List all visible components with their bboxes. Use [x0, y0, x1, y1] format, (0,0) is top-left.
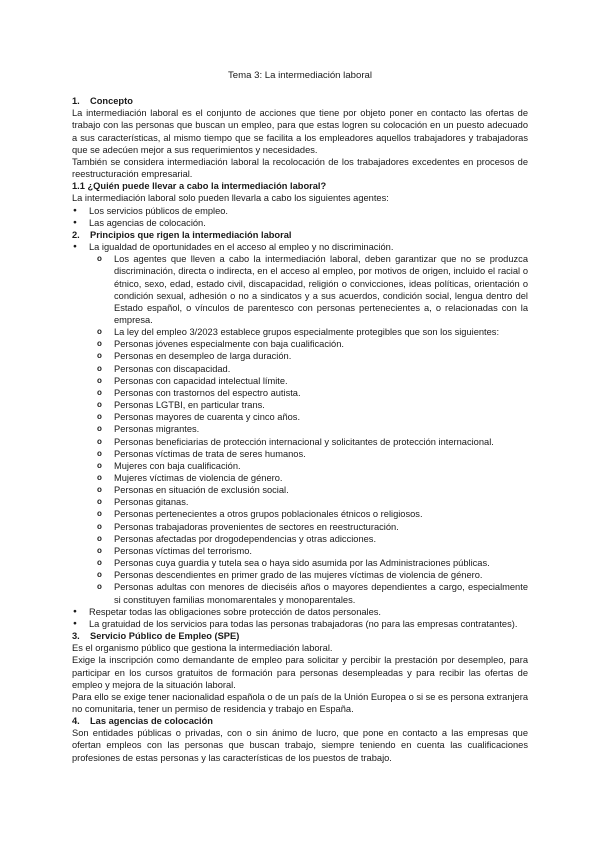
- section-2-heading-text: Principios que rigen la intermediación laboral: [90, 229, 292, 240]
- section-3-paragraph-3: Para ello se exige tener nacionalidad española o de un país de la Unión Europea o si se es persona extranjera no comunitaria, tener un permiso de residencia y trabajo en España.: [72, 691, 528, 714]
- section-3-number: 3.: [72, 631, 80, 642]
- group-item: o Personas pertenecientes a otros grupos poblacionales étnicos o religiosos.: [72, 508, 528, 520]
- section-3-paragraph-1: Es el organismo público que gestiona la intermediación laboral.: [72, 643, 333, 654]
- sub-item-law: o La ley del empleo 3/2023 establece grupos especialmente protegibles que son los siguientes:: [72, 326, 528, 338]
- section-3-heading-text: Servicio Público de Empleo (SPE): [90, 631, 240, 642]
- section-1-number: 1.: [72, 96, 80, 107]
- section-2-heading: [72, 229, 528, 241]
- list-item: ● Los servicios públicos de empleo.: [72, 205, 528, 217]
- group-item: o Personas víctimas del terrorismo.: [72, 545, 528, 557]
- section-1-1-intro: La intermediación laboral solo pueden llevarla a cabo los siguientes agentes:: [72, 193, 389, 204]
- section-3-heading: [72, 630, 528, 642]
- principle-gratuity: ● La gratuidad de los servicios para todas las personas trabajadoras (no para las empresas contratantes).: [72, 618, 528, 630]
- section-1-heading-text: Concepto: [90, 96, 133, 107]
- group-item: o Personas descendientes en primer grado de las mujeres víctimas de violencia de género.: [72, 569, 528, 581]
- group-item: o Personas trabajadoras provenientes de sectores en reestructuración.: [72, 521, 528, 533]
- group-item: o Personas mayores de cuarenta y cinco años.: [72, 411, 528, 423]
- group-item: o Mujeres víctimas de violencia de género.: [72, 472, 528, 484]
- group-item: o Personas adultas con menores de dieciséis años o mayores dependientes a cargo, especialmente si constituyen familias monomarentales y monoparentales.: [72, 581, 528, 605]
- section-2-number: 2.: [72, 229, 80, 240]
- page-title: Tema 3: La intermediación laboral: [228, 70, 372, 81]
- section-1-heading: [72, 95, 528, 107]
- group-item: o Personas con capacidad intelectual límite.: [72, 375, 528, 387]
- sub-item-discrimination: o Los agentes que lleven a cabo la intermediación laboral, deben garantizar que no se produzca discriminación, directa o indirecta, en el acceso al empleo, por motivos de origen, incluido el racial o étnico, sexo, edad, estado civil, discapacidad, religión o convicciones, ideas políticas, orientación o condición sexual, adhesión o no a sindicatos y a sus acuerdos, condición social, lengua dentro del Estado español, o vínculos de parentesco con personas pertenecientes a, o relacionadas con la empresa.: [72, 253, 528, 326]
- section-4-number: 4.: [72, 716, 80, 727]
- section-4-heading: [72, 715, 528, 727]
- group-item: o Personas en situación de exclusión social.: [72, 484, 528, 496]
- group-item: o Personas gitanas.: [72, 496, 528, 508]
- principle-data-protection: ● Respetar todas las obligaciones sobre protección de datos personales.: [72, 606, 528, 618]
- group-item: o Personas cuya guardia y tutela sea o haya sido asumida por las Administraciones públicas.: [72, 557, 528, 569]
- group-item: o Personas en desempleo de larga duración.: [72, 350, 528, 362]
- group-item: o Personas afectadas por drogodependencias y otras adicciones.: [72, 533, 528, 545]
- group-item: o Personas migrantes.: [72, 423, 528, 435]
- section-4-paragraph-1: Son entidades públicas o privadas, con o sin ánimo de lucro, que pone en contacto a las empresas que ofertan empleos con las personas que buscan trabajo, siempre teniendo en cuenta las cualificaciones profesiones de estas personas y las características de los puestos de trabajo.: [72, 728, 528, 763]
- section-4-heading-text: Las agencias de colocación: [90, 716, 213, 727]
- principle-equality-text: La igualdad de oportunidades en el acceso al empleo y no discriminación.: [89, 242, 394, 253]
- group-item: o Personas jóvenes especialmente con baja cualificación.: [72, 338, 528, 350]
- group-item: o Personas con discapacidad.: [72, 363, 528, 375]
- section-3-paragraph-2: Exige la inscripción como demandante de empleo para solicitar y percibir la prestación por desempleo, para participar en los cursos gratuitos de formación para personas desempleadas y para recibir las ofertas de empleo y mejora de la situación laboral.: [72, 655, 528, 690]
- group-item: o Personas beneficiarias de protección internacional y solicitantes de protección internacional.: [72, 436, 528, 448]
- group-item: o Personas LGTBI, en particular trans.: [72, 399, 528, 411]
- principle-equality: [72, 241, 528, 606]
- section-1-1-heading: 1.1 ¿Quién puede llevar a cabo la intermediación laboral?: [72, 181, 327, 192]
- section-1-paragraph-2: También se considera intermediación laboral la recolocación de los trabajadores excedentes en procesos de reestructuración empresarial.: [72, 156, 528, 180]
- principles-list: [72, 241, 528, 630]
- section-1-paragraph-1: La intermediación laboral es el conjunto de acciones que tiene por objeto poner en contacto las ofertas de trabajo con las personas que buscan un empleo, para que estas logren su colocación en un puesto adecuado a sus características, al mismo tiempo que se facilita a los empleadores aquellos trabajadores y trabajadoras que se adecúen mejor a sus requerimientos y necesidades.: [72, 108, 528, 155]
- equality-sublist: [89, 253, 528, 606]
- group-item: o Personas víctimas de trata de seres humanos.: [72, 448, 528, 460]
- list-item: ● Las agencias de colocación.: [72, 217, 528, 229]
- group-item: o Mujeres con baja cualificación.: [72, 460, 528, 472]
- agents-list: [72, 205, 528, 229]
- group-item: o Personas con trastornos del espectro autista.: [72, 387, 528, 399]
